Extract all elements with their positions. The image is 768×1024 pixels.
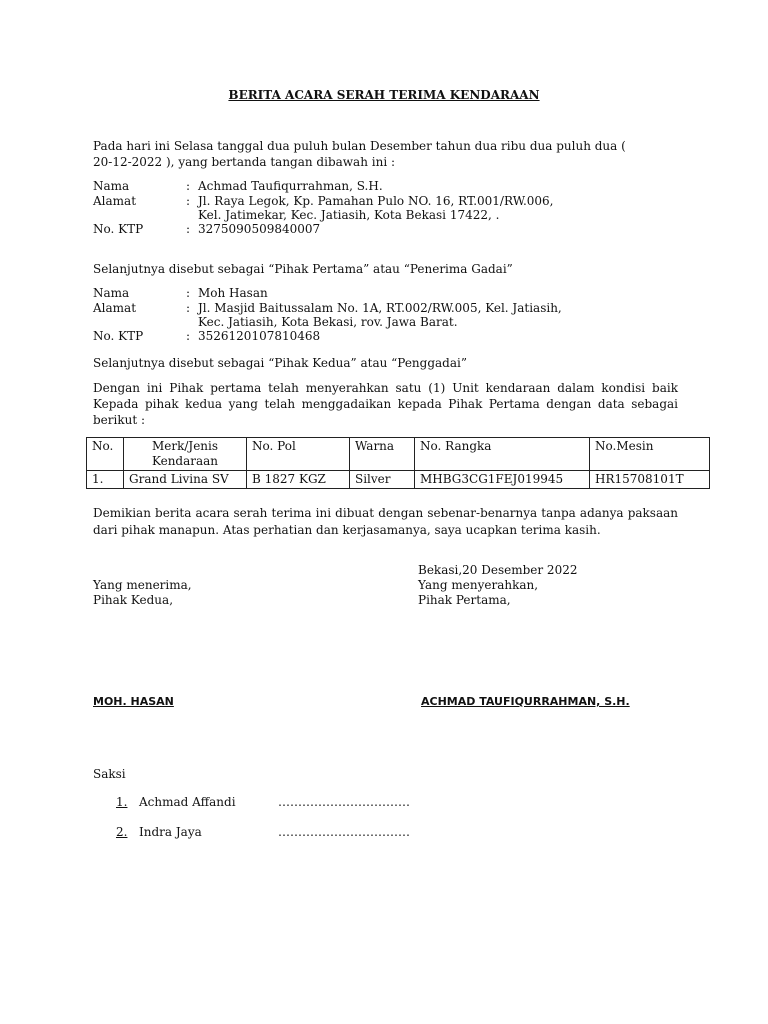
p2-ktp-label: No. KTP: [93, 329, 144, 343]
vehicle-table: [86, 437, 710, 489]
header-rangka: No. Rangka: [415, 438, 590, 471]
tempat-tanggal: Bekasi,20 Desember 2022: [418, 563, 578, 577]
cell-warna: Silver: [350, 471, 415, 489]
document-title: BERITA ACARA SERAH TERIMA KENDARAAN: [228, 88, 540, 102]
cell-nopol: B 1827 KGZ: [247, 471, 350, 489]
cell-mesin: HR15708101T: [590, 471, 710, 489]
saksi-label: Saksi: [93, 767, 126, 781]
penerima-line-2: Pihak Kedua,: [93, 593, 174, 607]
p1-alamat-label: Alamat: [93, 194, 137, 208]
header-mesin: No.Mesin: [590, 438, 710, 471]
p1-nama-value: Achmad Taufiqurrahman, S.H.: [198, 179, 383, 193]
penyerah-line-1: Yang menyerahkan,: [418, 578, 539, 592]
table-row: [87, 471, 710, 489]
p2-ktp-colon: :: [186, 329, 191, 343]
saksi-1-name: Achmad Affandi: [139, 795, 236, 809]
p1-ktp-colon: :: [186, 222, 191, 236]
saksi-2-number: 2.: [116, 825, 128, 839]
intro-line-2: 20-12-2022 ), yang bertanda tangan dibawah ini :: [93, 155, 396, 169]
penyerahan-paragraph: Dengan ini Pihak pertama telah menyerahkan satu (1) Unit kendaraan dalam kondisi baik Kepada pihak kedua yang telah menggadaikan kepada Pihak Pertama dengan data sebagai berikut :: [93, 381, 678, 427]
penyerah-line-2: Pihak Pertama,: [418, 593, 511, 607]
p2-alamat-line-2: Kec. Jatiasih, Kota Bekasi, rov. Jawa Barat.: [198, 315, 458, 329]
p1-nama-label: Nama: [93, 179, 130, 193]
saksi-2-name: Indra Jaya: [139, 825, 202, 839]
p2-alamat-label: Alamat: [93, 301, 137, 315]
header-merk: Merk/Jenis Kendaraan: [124, 438, 247, 471]
header-warna: Warna: [350, 438, 415, 471]
header-no: No.: [87, 438, 124, 471]
p2-nama-colon: :: [186, 286, 191, 300]
table-header-row: [87, 438, 710, 471]
p1-alamat-line-1: Jl. Raya Legok, Kp. Pamahan Pulo NO. 16, RT.001/RW.006,: [198, 194, 554, 208]
saksi-1-signature-line: ……………………………: [278, 795, 410, 809]
penerima-signature-name: MOH. HASAN: [93, 695, 174, 708]
p2-nama-value: Moh Hasan: [198, 286, 268, 300]
saksi-1-number: 1.: [116, 795, 128, 809]
cell-rangka: MHBG3CG1FEJ019945: [415, 471, 590, 489]
p1-alamat-line-2: Kel. Jatimekar, Kec. Jatiasih, Kota Bekasi 17422, .: [198, 208, 500, 222]
intro-line-1: Pada hari ini Selasa tanggal dua puluh bulan Desember tahun dua ribu dua puluh dua (: [93, 139, 626, 153]
cell-no: 1.: [87, 471, 124, 489]
p2-nama-label: Nama: [93, 286, 130, 300]
p2-ktp-value: 3526120107810468: [198, 329, 321, 343]
p2-alamat-colon: :: [186, 301, 191, 315]
cell-merk: Grand Livina SV: [124, 471, 247, 489]
penyerah-signature-name: ACHMAD TAUFIQURRAHMAN, S.H.: [421, 695, 630, 708]
p1-nama-colon: :: [186, 179, 191, 193]
penerima-line-1: Yang menerima,: [93, 578, 192, 592]
p1-disebut: Selanjutnya disebut sebagai “Pihak Pertama” atau “Penerima Gadai”: [93, 262, 513, 276]
p2-disebut: Selanjutnya disebut sebagai “Pihak Kedua” atau “Penggadai”: [93, 356, 467, 370]
p1-ktp-value: 3275090509840007: [198, 222, 321, 236]
saksi-2-signature-line: ……………………………: [278, 825, 410, 839]
header-nopol: No. Pol: [247, 438, 350, 471]
p1-alamat-colon: :: [186, 194, 191, 208]
p1-ktp-label: No. KTP: [93, 222, 144, 236]
penutup-paragraph: Demikian berita acara serah terima ini dibuat dengan sebenar-benarnya tanpa adanya paksaan dari pihak manapun. Atas perhatian dan kerjasamanya, saya ucapkan terima kasih.: [93, 506, 678, 537]
p2-alamat-line-1: Jl. Masjid Baitussalam No. 1A, RT.002/RW.005, Kel. Jatiasih,: [198, 301, 562, 315]
